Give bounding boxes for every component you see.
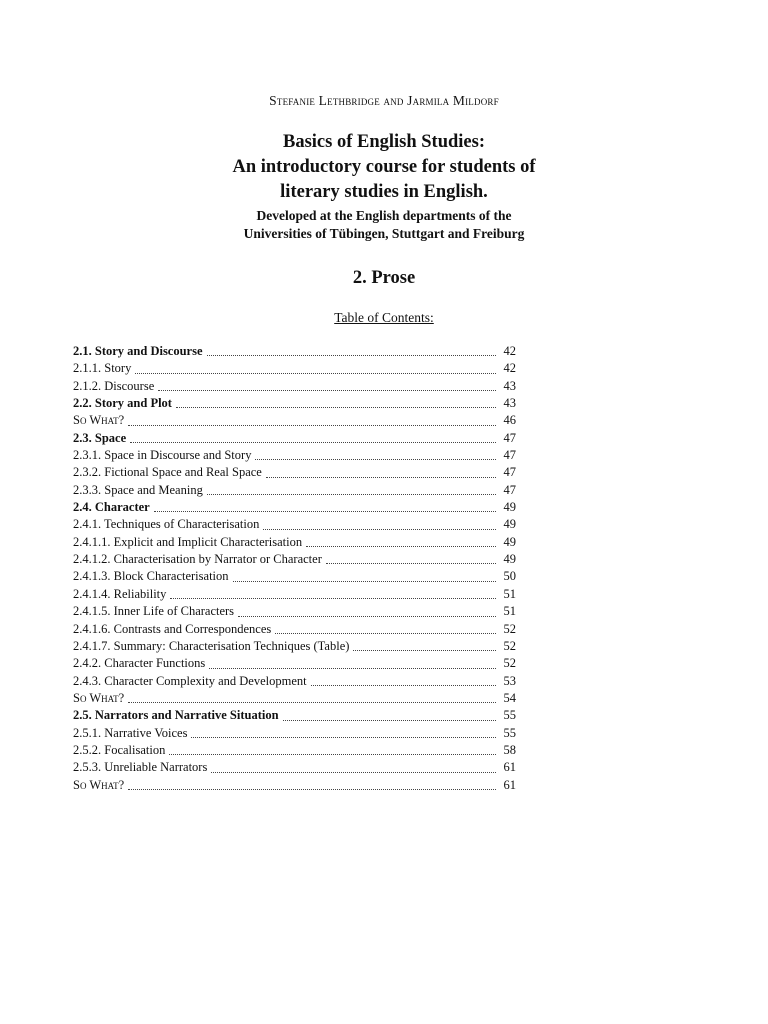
toc-heading: Table of Contents:: [334, 310, 434, 325]
dot-leader: [128, 788, 496, 790]
dot-leader: [154, 510, 496, 512]
toc-entry-page-number: 43: [503, 396, 516, 411]
chapter-title: 2. Prose: [352, 268, 416, 288]
dot-leader: [158, 389, 496, 391]
toc-entry[interactable]: [73, 725, 516, 742]
toc-entry-label: 2.4.1.1. Explicit and Implicit Characterisation: [73, 534, 303, 549]
toc-entry-label: 2.5.2. Focalisation: [73, 742, 166, 757]
toc-entry-label: 2.4. Character: [73, 500, 150, 515]
toc-entry-label: 2.3. Space: [73, 430, 127, 445]
toc-entry[interactable]: [73, 777, 516, 794]
dot-leader: [353, 649, 496, 651]
title-line-3: literary studies in English.: [280, 182, 488, 202]
toc-entry-label: 2.4.1.5. Inner Life of Characters: [73, 604, 235, 619]
dot-leader: [233, 580, 496, 582]
toc-entry-page-number: 52: [503, 621, 516, 636]
toc-entry-label: 2.3.1. Space in Discourse and Story: [73, 448, 252, 463]
toc-entry-page-number: 51: [503, 604, 516, 619]
toc-entry-page-number: 55: [503, 708, 516, 723]
dot-leader: [275, 632, 496, 634]
toc-entry-label: 2.5. Narrators and Narrative Situation: [73, 708, 279, 723]
toc-entry-label: 2.4.1.2. Characterisation by Narrator or Character: [73, 552, 322, 567]
toc-entry-page-number: 52: [503, 638, 516, 653]
toc-entry-label: 2.4.1.4. Reliability: [73, 586, 167, 601]
toc-entry[interactable]: [73, 482, 516, 499]
toc-entry-page-number: 42: [503, 361, 516, 376]
toc-entry[interactable]: [73, 621, 516, 638]
toc-entry-page-number: 50: [503, 569, 516, 584]
toc-entry-label: 2.4.2. Character Functions: [73, 656, 206, 671]
toc-entry[interactable]: [73, 378, 516, 395]
dot-leader: [306, 545, 496, 547]
toc-entry[interactable]: [73, 412, 516, 429]
toc-entry[interactable]: [73, 586, 516, 603]
dot-leader: [191, 736, 496, 738]
toc-entry-page-number: 58: [503, 742, 516, 757]
toc-entry-label: 2.2. Story and Plot: [73, 396, 172, 411]
toc-entry-page-number: 53: [503, 673, 516, 688]
toc-entry-page-number: 54: [503, 690, 516, 705]
toc-entry-label: 2.4.1.7. Summary: Characterisation Techniques (Table): [73, 638, 350, 653]
toc-entry-page-number: 47: [503, 465, 516, 480]
toc-entry[interactable]: [73, 447, 516, 464]
toc-entry[interactable]: [73, 516, 516, 533]
toc-entry-page-number: 61: [503, 777, 516, 792]
toc-entry-page-number: 61: [503, 760, 516, 775]
toc-entry[interactable]: [73, 638, 516, 655]
toc-entry-page-number: 49: [503, 552, 516, 567]
toc-entry-label: So What?: [73, 690, 125, 705]
toc-entry[interactable]: [73, 707, 516, 724]
dot-leader: [207, 493, 496, 495]
title-line-2: An introductory course for students of: [232, 157, 536, 177]
toc-entry[interactable]: [73, 534, 516, 551]
authors-line: Stefanie Lethbridge and Jarmila Mildorf: [269, 93, 499, 108]
toc-entry[interactable]: [73, 464, 516, 481]
dot-leader: [170, 597, 496, 599]
toc-entry[interactable]: [73, 690, 516, 707]
dot-leader: [128, 701, 496, 703]
toc-entry-label: 2.4.1.6. Contrasts and Correspondences: [73, 621, 272, 636]
dot-leader: [169, 753, 496, 755]
toc-entry-page-number: 47: [503, 430, 516, 445]
dot-leader: [209, 667, 496, 669]
toc-entry-page-number: 55: [503, 725, 516, 740]
toc-entry-page-number: 49: [503, 517, 516, 532]
toc-entry[interactable]: [73, 430, 516, 447]
toc-entry-page-number: 47: [503, 448, 516, 463]
toc-entry-label: 2.1. Story and Discourse: [73, 344, 203, 358]
dot-leader: [263, 528, 496, 530]
toc-entry[interactable]: [73, 343, 516, 360]
developed-line-1: Developed at the English departments of the: [256, 208, 512, 223]
toc-entry-label: 2.5.3. Unreliable Narrators: [73, 760, 208, 775]
toc-entry-label: So What?: [73, 413, 125, 428]
toc-entry-label: 2.3.3. Space and Meaning: [73, 482, 203, 497]
dot-leader: [128, 424, 496, 426]
dot-leader: [130, 441, 496, 443]
toc-entry-label: 2.4.3. Character Complexity and Development: [73, 673, 307, 688]
dot-leader: [211, 771, 496, 773]
developed-line-2: Universities of Tübingen, Stuttgart and Freiburg: [243, 226, 525, 241]
toc-entry-page-number: 43: [503, 378, 516, 393]
toc-entry[interactable]: [73, 759, 516, 776]
toc-entry[interactable]: [73, 742, 516, 759]
toc-entry-page-number: 49: [503, 534, 516, 549]
dot-leader: [283, 719, 496, 721]
toc-entry-label: 2.1.2. Discourse: [73, 378, 155, 393]
toc-entry[interactable]: [73, 673, 516, 690]
toc-entry[interactable]: [73, 395, 516, 412]
toc-entry-page-number: 46: [503, 413, 516, 428]
table-of-contents: [73, 343, 516, 794]
title-block: [0, 130, 768, 243]
toc-entry[interactable]: [73, 551, 516, 568]
toc-entry-page-number: 47: [503, 482, 516, 497]
toc-entry[interactable]: [73, 603, 516, 620]
toc-entry[interactable]: [73, 360, 516, 377]
toc-entry-page-number: 42: [503, 344, 516, 358]
toc-entry-page-number: 52: [503, 656, 516, 671]
toc-entry[interactable]: [73, 568, 516, 585]
dot-leader: [255, 458, 496, 460]
dot-leader: [207, 354, 496, 356]
toc-entry-label: 2.4.1.3. Block Characterisation: [73, 569, 229, 584]
toc-entry[interactable]: [73, 499, 516, 516]
toc-entry-label: 2.1.1. Story: [73, 361, 132, 376]
dot-leader: [266, 476, 496, 478]
toc-entry-label: 2.5.1. Narrative Voices: [73, 725, 188, 740]
dot-leader: [176, 406, 496, 408]
dot-leader: [238, 615, 496, 617]
dot-leader: [135, 372, 496, 374]
title-line-1: Basics of English Studies:: [282, 132, 485, 152]
toc-entry[interactable]: [73, 655, 516, 672]
dot-leader: [311, 684, 496, 686]
toc-entry-label: 2.3.2. Fictional Space and Real Space: [73, 465, 262, 480]
toc-entry-page-number: 49: [503, 500, 516, 515]
toc-entry-page-number: 51: [503, 586, 516, 601]
dot-leader: [326, 562, 496, 564]
toc-entry-label: 2.4.1. Techniques of Characterisation: [73, 517, 260, 532]
toc-entry-label: So What?: [73, 777, 125, 792]
